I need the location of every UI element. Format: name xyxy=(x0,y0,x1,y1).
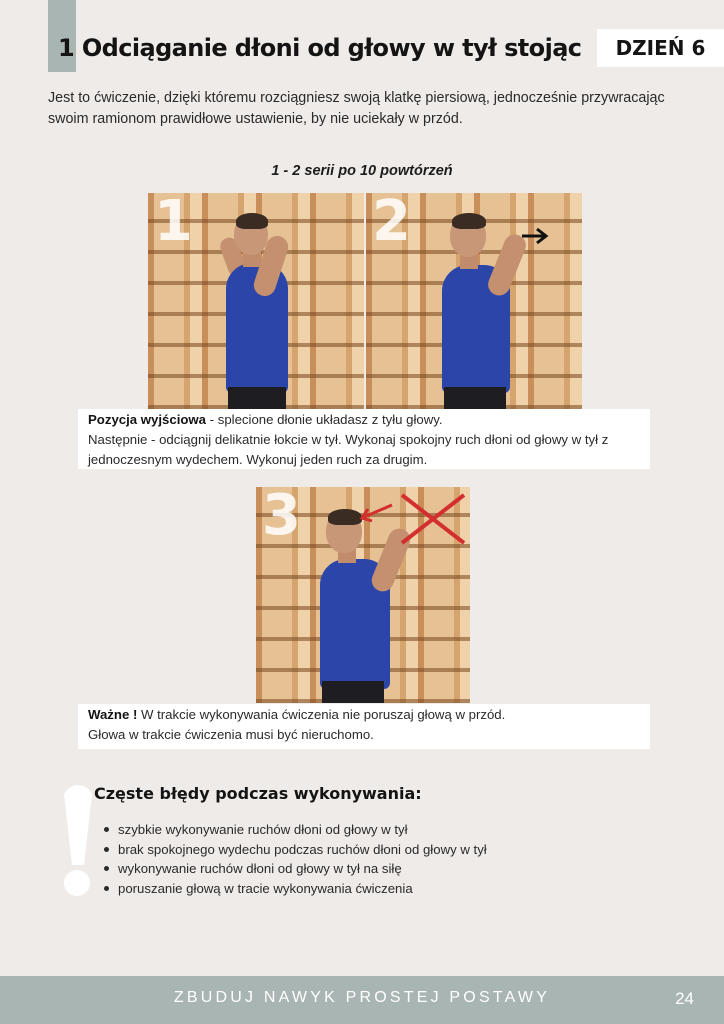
caption-bold-label: Ważne ! xyxy=(88,707,138,722)
step-number: 2 xyxy=(372,193,411,254)
footer xyxy=(0,976,724,1024)
step-number: 1 xyxy=(154,193,193,254)
list-item: brak spokojnego wydechu podczas ruchów dłoni od głowy w tył xyxy=(118,840,487,860)
caption-bold-label: Pozycja wyjściowa xyxy=(88,412,207,427)
exclamation-dot xyxy=(64,870,90,896)
exercise-photo-2 xyxy=(366,193,582,409)
exercise-photo-1 xyxy=(148,193,364,409)
caption-text: Głowa w trakcie ćwiczenia musi być nieruchomo. xyxy=(88,727,374,742)
list-item: szybkie wykonywanie ruchów dłoni od głowy w tył xyxy=(118,820,487,840)
arrow-left-icon xyxy=(356,501,396,523)
arrow-right-icon xyxy=(520,227,552,245)
important-caption xyxy=(78,704,650,749)
page-title: 1 Odciąganie dłoni od głowy w tył stojąc xyxy=(58,34,582,62)
footer-title: ZBUDUJ NAWYK PROSTEJ POSTAWY xyxy=(173,989,551,1006)
caption-text: Następnie - odciągnij delikatnie łokcie w tył. Wykonaj spokojny ruch dłoni od głowy w tył z jednoczesnym wydechem. Wykonuj jeden ruch za drugim. xyxy=(88,432,609,467)
intro-text: Jest to ćwiczenie, dzięki któremu rozciągniesz swoją klatkę piersiową, jednocześnie przywracając swoim ramionom prawidłowe ustawienie, by nie uciekały w przód. xyxy=(48,90,665,127)
sets-reps-text: 1 - 2 serii po 10 powtórzeń xyxy=(271,163,453,179)
exclamation-icon xyxy=(63,785,93,865)
day-badge: DZIEŃ 6 xyxy=(597,29,724,67)
wrong-x-icon xyxy=(398,491,468,547)
starting-position-caption xyxy=(78,409,650,469)
page-number: 24 xyxy=(675,989,694,1008)
common-errors-title: Częste błędy podczas wykonywania: xyxy=(94,784,422,803)
exercise-photo-3-wrong xyxy=(256,487,470,703)
person-figure xyxy=(148,193,364,409)
common-errors-list xyxy=(118,820,487,898)
list-item: wykonywanie ruchów dłoni od głowy w tył na siłę xyxy=(118,859,487,879)
caption-text: W trakcie wykonywania ćwiczenia nie poruszaj głową w przód. xyxy=(137,707,506,722)
person-figure xyxy=(366,193,582,409)
caption-text: - splecione dłonie układasz z tyłu głowy. xyxy=(206,412,443,427)
step-number: 3 xyxy=(262,487,301,548)
list-item: poruszanie głową w tracie wykonywania ćwiczenia xyxy=(118,879,487,899)
